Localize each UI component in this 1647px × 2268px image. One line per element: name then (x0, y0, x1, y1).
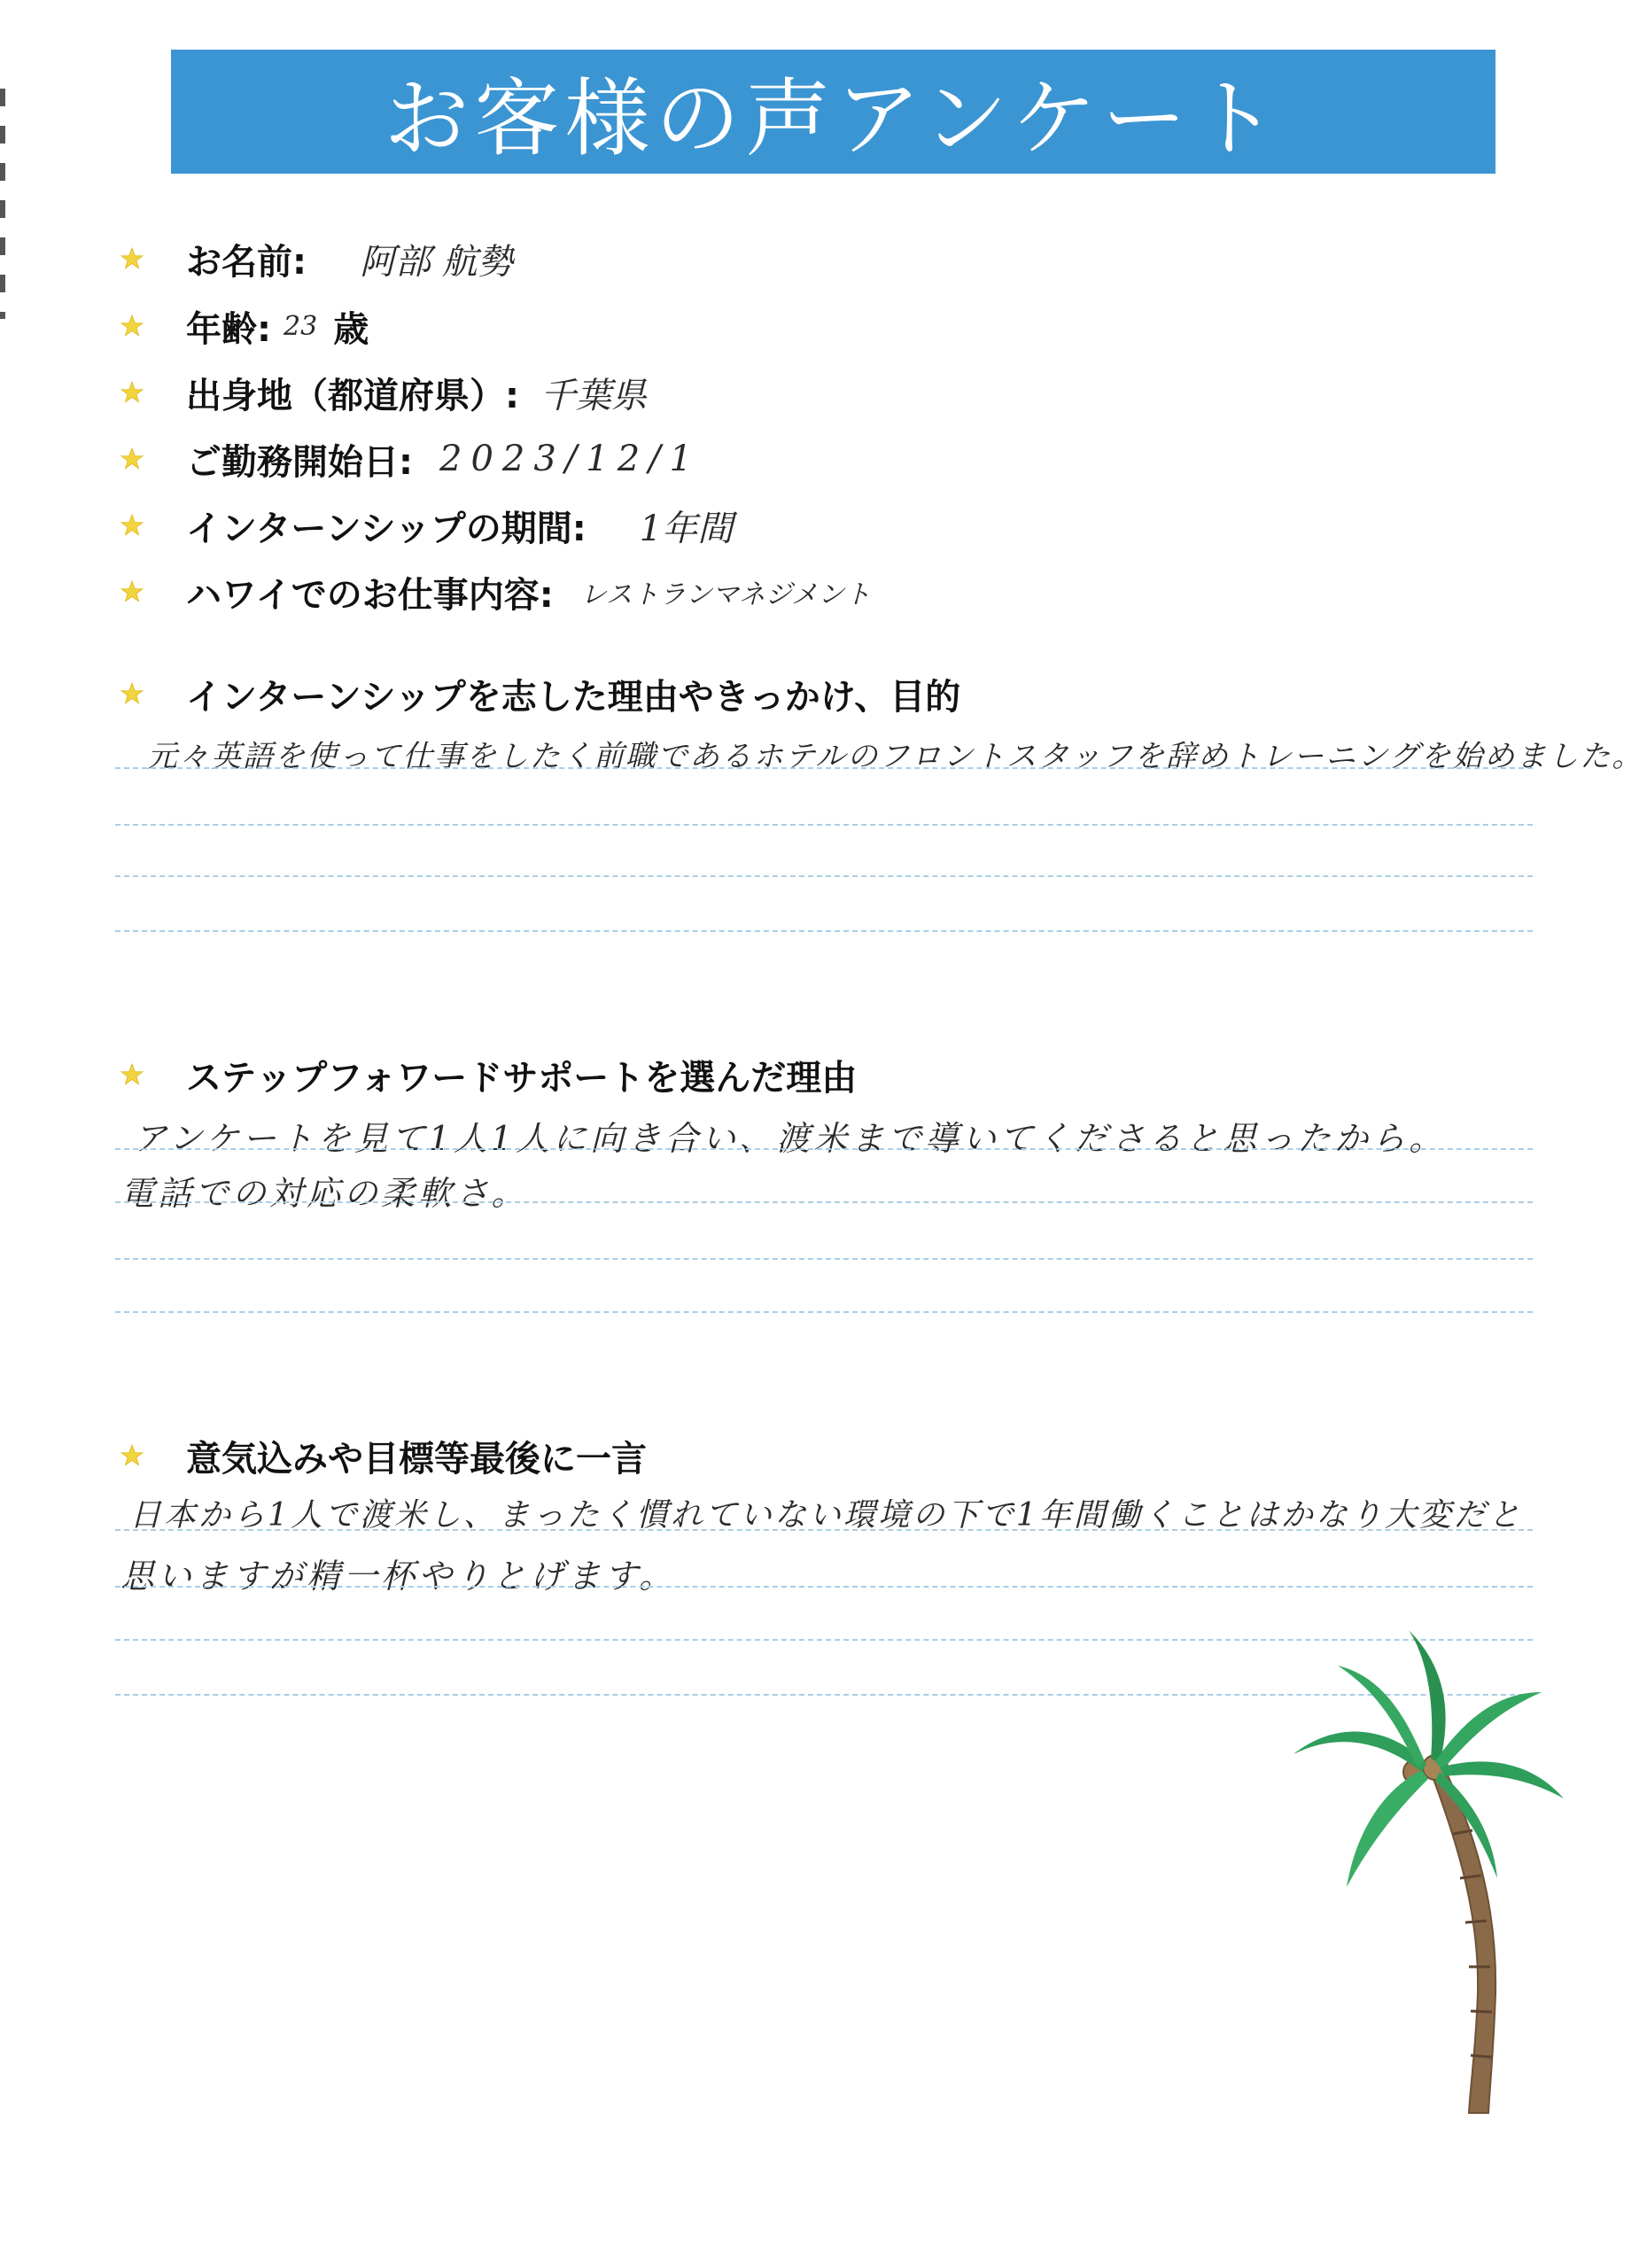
field-start-date (120, 432, 701, 485)
field-label: ご勤務開始日: (186, 441, 413, 483)
field-label: インターンシップの期間: (186, 508, 587, 549)
rule-line (115, 930, 1533, 932)
field-value: 千葉県 (540, 375, 647, 416)
age-unit: 歳 (333, 308, 369, 350)
field-value: 23 (284, 310, 318, 342)
rule-line (115, 824, 1533, 826)
answer-line: 電話での対応の柔軟さ。 (120, 1174, 529, 1213)
field-period (120, 499, 733, 552)
section-heading-message (120, 1429, 647, 1482)
field-value: 2023/12/1 (439, 439, 702, 479)
answer-line: 日本から1人で渡米し、まったく慣れていない環境の下で1年間働くことはかなり大変だと (129, 1497, 1523, 1534)
answer-line: 元々英語を使って仕事をしたく前職であるホテルのフロントスタッフを辞めトレーニングを始めました。 (147, 739, 1644, 774)
star-icon (120, 514, 144, 537)
rule-line (115, 1586, 1533, 1588)
star-icon (120, 682, 144, 705)
rule-line (115, 1148, 1533, 1150)
field-label: 出身地（都道府県）: (186, 375, 519, 416)
scan-edge-marks (0, 89, 5, 319)
section-heading-support (120, 1048, 857, 1101)
star-icon (120, 315, 144, 338)
field-job (120, 565, 871, 618)
field-label: ハワイでのお仕事内容: (186, 574, 554, 616)
section-heading-reason (120, 667, 960, 720)
field-age (120, 299, 369, 353)
palm-tree-illustration (1276, 1621, 1577, 2117)
page-title: お客様の声アンケート (384, 68, 1283, 168)
field-value: 阿部 航勢 (360, 241, 513, 283)
field-value: レストランマネジメント (579, 579, 871, 610)
star-icon (120, 447, 144, 470)
answer-line: 思いますが精一杯やりとげます。 (120, 1557, 676, 1596)
rule-line (115, 767, 1533, 769)
rule-line (115, 1201, 1533, 1203)
answer-line: アンケートを見て1人1人に向き合い、渡米まで導いてくださると思ったから。 (133, 1119, 1447, 1158)
rule-line (115, 1529, 1533, 1531)
section-heading-text: ステップフォワードサポートを選んだ理由 (186, 1057, 858, 1099)
rule-line (115, 875, 1533, 877)
field-value: 1年間 (639, 508, 734, 549)
star-icon (120, 1444, 144, 1467)
section-heading-text: インターンシップを志した理由やきっかけ、目的 (186, 676, 961, 718)
star-icon (120, 247, 144, 270)
section-heading-text: 意気込みや目標等最後に一言 (186, 1438, 647, 1480)
rule-line (115, 1258, 1533, 1260)
field-hometown (120, 366, 647, 419)
star-icon (120, 1063, 144, 1086)
star-icon (120, 381, 144, 404)
rule-line (115, 1311, 1533, 1313)
star-icon (120, 580, 144, 603)
title-banner (171, 50, 1496, 174)
field-label: お名前: (186, 241, 307, 283)
field-label: 年齢: (186, 308, 271, 350)
field-name (120, 232, 513, 285)
